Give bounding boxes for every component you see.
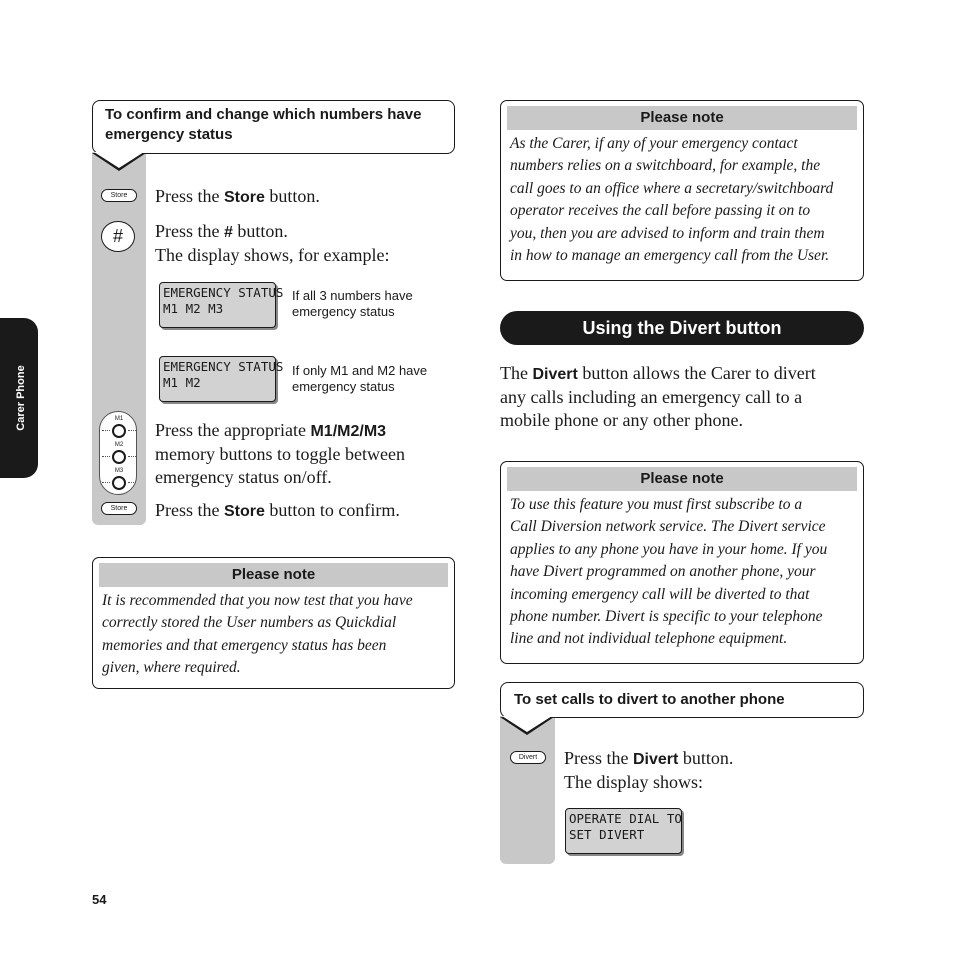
divert-button-icon: Divert	[510, 751, 546, 764]
note-body: To use this feature you must first subscribe to a Call Diversion network service. The Divert service applies to any phone you have in your home. If you have Divert programmed on another phone, your incoming emergency call will be diverted to that phone number. Divert is specific to your telephone line and not individual telephone equipment.	[510, 496, 828, 648]
m3-button-icon: M3	[100, 467, 138, 493]
callout-title: To set calls to divert to another phone	[514, 691, 785, 708]
note-test-quickdial	[92, 557, 455, 689]
m1-button-icon: M1	[100, 415, 138, 441]
note-call-diversion	[500, 461, 864, 664]
m2-button-icon: M2	[100, 441, 138, 467]
section-heading-divert: Using the Divert button	[500, 311, 864, 345]
step-press-store: Press the Store button.	[155, 186, 320, 206]
lcd-display-m1-m2: EMERGENCY STATUS M1 M2	[159, 356, 276, 402]
side-tab	[0, 318, 38, 478]
callout-confirm-emergency	[92, 100, 455, 154]
memory-buttons-icon	[99, 411, 137, 495]
step-press-memory: Press the appropriate M1/M2/M3 memory buttons to toggle between emergency status on/off.	[155, 420, 405, 487]
divert-intro: The Divert button allows the Carer to divert any calls including an emergency call to a mobile phone or any other phone.	[500, 363, 816, 430]
page-number: 54	[92, 892, 107, 907]
note-switchboard	[500, 100, 864, 281]
step-press-store-confirm: Press the Store button to confirm.	[155, 500, 400, 520]
lcd-display-all: EMERGENCY STATUS M1 M2 M3	[159, 282, 276, 328]
display-caption-m1-m2: If only M1 and M2 have emergency status	[292, 363, 428, 394]
hash-button-icon: #	[101, 221, 135, 252]
note-heading: Please note	[507, 467, 857, 491]
note-heading: Please note	[507, 106, 857, 130]
side-tab-label: Carer Phone	[15, 365, 27, 431]
note-body: As the Carer, if any of your emergency contact numbers relies on a switchboard, for example, the call goes to an office where a secretary/switchboard operator receives the call before passing it on to you, then you are advised to inform and train them in how to manage an emergency call from the User.	[510, 135, 834, 265]
note-body: It is recommended that you now test that you have correctly stored the User numbers as Quickdial memories and that emergency status has been given, where required.	[102, 592, 413, 677]
callout-set-divert	[500, 682, 864, 718]
store-button-icon: Store	[101, 189, 137, 202]
steps-bar-right	[500, 716, 555, 864]
callout-notch-inner	[502, 716, 552, 732]
step-press-hash: Press the # button. The display shows, for example:	[155, 221, 390, 265]
display-caption-all: If all 3 numbers have emergency status	[292, 288, 413, 319]
step-press-divert: Press the Divert button. The display shows:	[564, 748, 734, 792]
callout-notch-inner	[94, 152, 144, 168]
store-button-icon-2: Store	[101, 502, 137, 515]
callout-title: To confirm and change which numbers have emergency status	[105, 106, 422, 143]
note-heading: Please note	[99, 563, 448, 587]
lcd-display-divert: OPERATE DIAL TO SET DIVERT	[565, 808, 682, 854]
